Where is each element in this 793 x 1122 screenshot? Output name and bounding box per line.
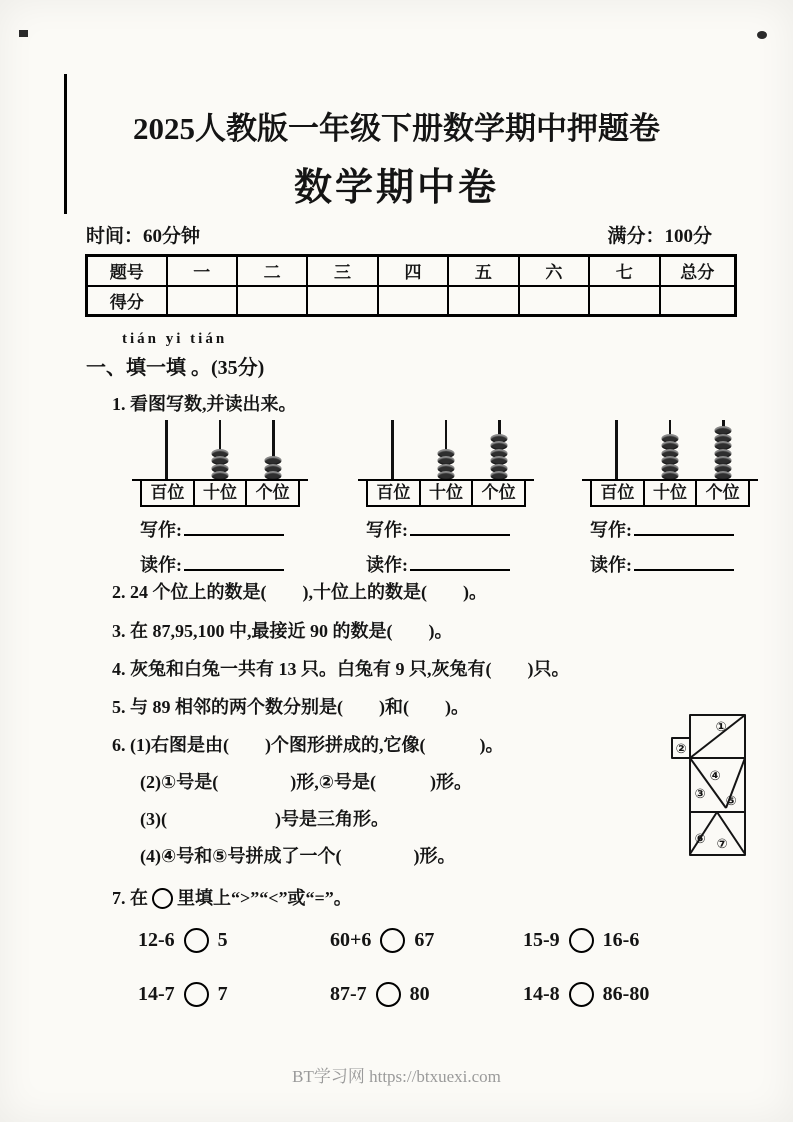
question-6-line-4: (4)④号和⑤号拼成了一个( )形。 — [140, 846, 456, 866]
question-6-line-2: (2)①号是( )形,②号是( )形。 — [140, 772, 472, 792]
read-label: 读作: — [590, 555, 632, 575]
score-table — [85, 254, 737, 317]
place-label-hundreds: 百位 — [376, 483, 411, 502]
tangram-figure — [670, 710, 748, 860]
place-value-table — [366, 480, 526, 507]
abacus-rod — [391, 420, 394, 480]
exam-title: 2025人教版一年级下册数学期中押题卷 — [133, 111, 660, 146]
score-table-corner: 题号 — [87, 256, 167, 286]
place-label-tens: 十位 — [193, 480, 246, 505]
comparison-item-3 — [523, 926, 698, 954]
abacus-rods — [140, 420, 300, 480]
question-6-line-1: 6. (1)右图是由( )个图形拼成的,它像( )。 — [112, 735, 504, 755]
write-label: 写作: — [366, 520, 408, 540]
left-expression: 60+6 — [330, 928, 372, 951]
write-label: 写作: — [590, 520, 632, 540]
score-column-4: 四 — [378, 256, 448, 286]
abacus-rods — [366, 420, 526, 480]
right-expression: 80 — [409, 982, 430, 1005]
comparison-item-4 — [138, 980, 330, 1008]
abacus-baseline — [582, 479, 758, 482]
abacus-baseline — [132, 479, 308, 482]
place-label-ones: 个位 — [245, 480, 298, 505]
answer-blank — [634, 566, 734, 571]
question-6-line-3: (3)( )号是三角形。 — [140, 809, 389, 829]
answer-blank — [184, 531, 284, 536]
left-expression: 14-7 — [138, 982, 175, 1005]
left-expression: 15-9 — [523, 928, 560, 951]
answer-circle — [380, 928, 405, 953]
answer-circle — [569, 928, 594, 953]
bead-stack — [661, 435, 678, 480]
score-table-header-row — [87, 256, 736, 286]
score-column-6: 六 — [519, 256, 589, 286]
read-answer-line — [366, 551, 526, 577]
place-label-hundreds: 百位 — [600, 483, 635, 502]
right-expression: 86-80 — [602, 982, 650, 1005]
answer-circle — [569, 982, 594, 1007]
tangram-label-6: ⑥ — [694, 832, 706, 847]
answer-blank — [184, 566, 284, 571]
write-answer-line — [140, 516, 300, 542]
abacus-baseline — [358, 479, 534, 482]
answer-blank — [634, 531, 734, 536]
comparison-item-1 — [138, 926, 330, 954]
exam-subtitle: 数学期中卷 — [293, 167, 499, 209]
place-label-ones: 个位 — [695, 480, 748, 505]
right-expression: 5 — [217, 928, 228, 951]
full-score-label: 满分：100分 — [607, 226, 712, 247]
tangram-label-5: ⑤ — [725, 794, 737, 809]
tangram-label-4: ④ — [709, 769, 721, 784]
place-label-tens: 十位 — [419, 480, 472, 505]
answer-circle — [376, 982, 401, 1007]
write-label: 写作: — [140, 520, 182, 540]
exam-info-row — [86, 221, 712, 248]
watermark-footer: BT学习网 https://btxuexi.com — [292, 1067, 501, 1086]
abacus-figure-2 — [366, 420, 526, 577]
score-column-1: 一 — [167, 256, 237, 286]
score-column-7: 七 — [589, 256, 659, 286]
bead-stack — [491, 435, 508, 480]
tangram-label-3: ③ — [694, 787, 706, 802]
right-expression: 67 — [414, 928, 435, 951]
answer-circle — [184, 928, 209, 953]
question-1-text: 1. 看图写数,并读出来。 — [112, 394, 297, 414]
score-cell-blank — [660, 286, 736, 316]
score-row-label: 得分 — [87, 286, 167, 316]
example-circle — [152, 888, 173, 909]
score-cell-blank — [378, 286, 448, 316]
bead-stack — [211, 450, 228, 480]
comparison-item-5 — [330, 980, 523, 1008]
pinyin-annotation: tián yi tián — [122, 331, 228, 347]
score-cell-blank — [307, 286, 377, 316]
comparison-item-6 — [523, 980, 698, 1008]
score-column-2: 二 — [237, 256, 307, 286]
left-expression: 87-7 — [330, 982, 367, 1005]
comparison-grid — [138, 926, 698, 1008]
bead-stack — [265, 458, 282, 481]
place-label-hundreds: 百位 — [150, 483, 185, 502]
place-value-table — [140, 480, 300, 507]
comparison-item-2 — [330, 926, 523, 954]
score-column-total: 总分 — [660, 256, 736, 286]
place-label-tens: 十位 — [643, 480, 696, 505]
scan-mark-top-right — [757, 31, 767, 39]
abacus-figure-1 — [140, 420, 300, 577]
question-7-text — [112, 884, 352, 910]
score-cell-blank — [167, 286, 237, 316]
question-2: 2. 24 个位上的数是( ),十位上的数是( )。 — [112, 582, 487, 602]
place-value-table — [590, 480, 750, 507]
score-cell-blank — [589, 286, 659, 316]
score-column-5: 五 — [448, 256, 518, 286]
question-4: 4. 灰兔和白兔一共有 13 只。白兔有 9 只,灰兔有( )只。 — [112, 659, 570, 679]
write-answer-line — [590, 516, 750, 542]
place-label-ones: 个位 — [471, 480, 524, 505]
left-expression: 12-6 — [138, 928, 175, 951]
question-7-suffix: 里填上“>”“<”或“=”。 — [177, 888, 352, 908]
scan-mark-top-left — [19, 30, 28, 37]
right-expression: 16-6 — [602, 928, 640, 951]
score-table-score-row — [87, 286, 736, 316]
question-3: 3. 在 87,95,100 中,最接近 90 的数是( )。 — [112, 621, 453, 641]
question-7-prefix: 7. 在 — [112, 888, 148, 908]
score-cell-blank — [448, 286, 518, 316]
score-column-3: 三 — [307, 256, 377, 286]
bead-stack — [715, 428, 732, 481]
answer-blank — [410, 566, 510, 571]
abacus-rods — [590, 420, 750, 480]
bead-stack — [437, 450, 454, 480]
answer-blank — [410, 531, 510, 536]
answer-circle — [184, 982, 209, 1007]
read-answer-line — [140, 551, 300, 577]
abacus-rod — [615, 420, 618, 480]
tangram-label-7: ⑦ — [716, 837, 728, 852]
left-expression: 14-8 — [523, 982, 560, 1005]
score-cell-blank — [519, 286, 589, 316]
write-answer-line — [366, 516, 526, 542]
tangram-label-2: ② — [675, 742, 687, 757]
right-expression: 7 — [217, 982, 228, 1005]
read-label: 读作: — [140, 555, 182, 575]
abacus-rod — [165, 420, 168, 480]
time-limit-label: 时间：60分钟 — [86, 226, 201, 247]
question-5: 5. 与 89 相邻的两个数分别是( )和( )。 — [112, 697, 469, 717]
read-answer-line — [590, 551, 750, 577]
abacus-figure-3 — [590, 420, 750, 577]
score-cell-blank — [237, 286, 307, 316]
read-label: 读作: — [366, 555, 408, 575]
section-one-title: 一、填一填 。(35分) — [86, 357, 265, 379]
tangram-label-1: ① — [715, 720, 727, 735]
